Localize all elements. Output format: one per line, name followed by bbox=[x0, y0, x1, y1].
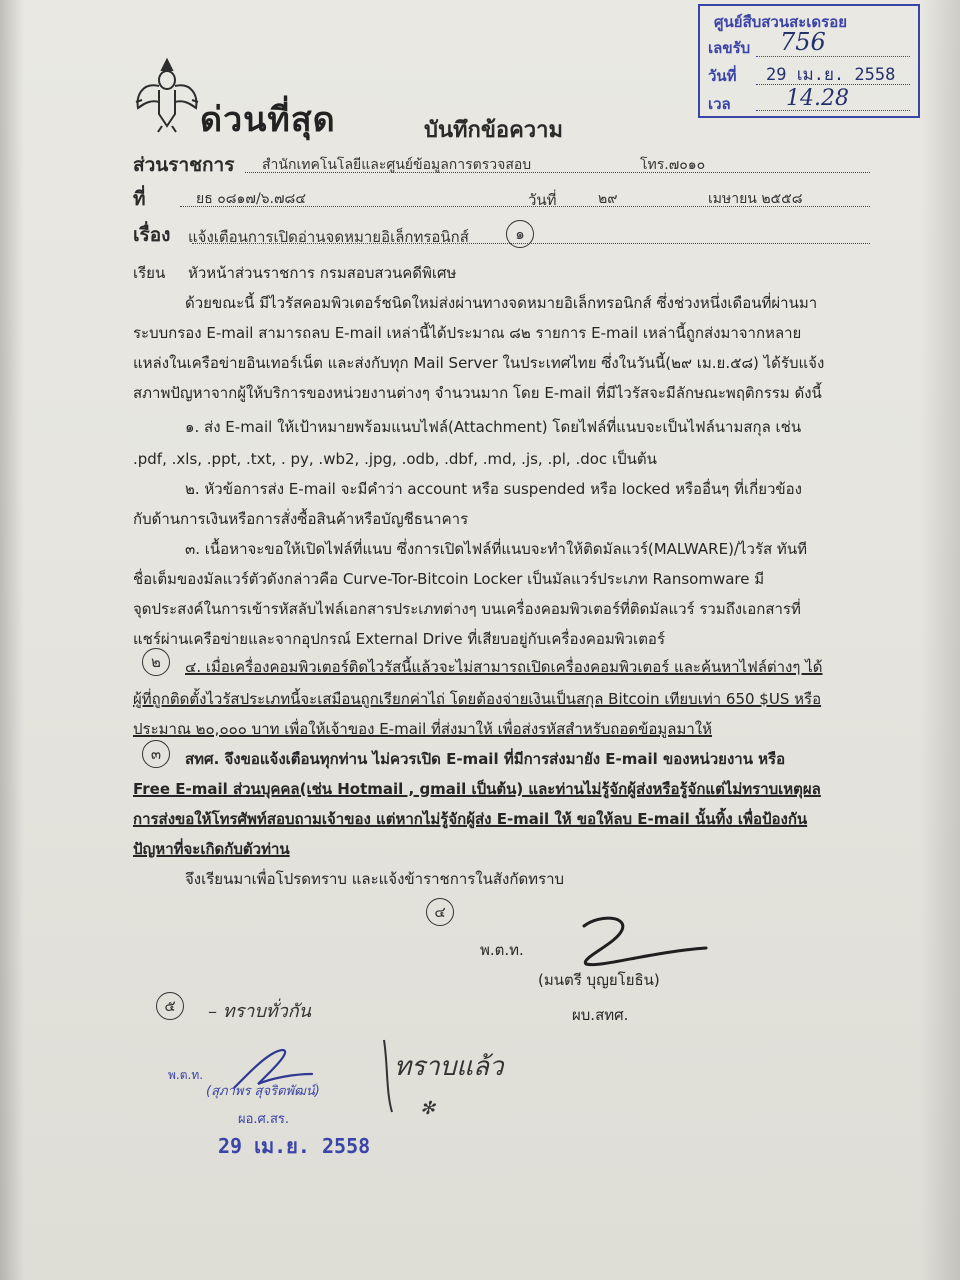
annotation-circle-3: ๓ bbox=[142, 740, 170, 768]
date-day: ๒๙ bbox=[598, 191, 618, 207]
item2-line-2: กับด้านการเงินหรือการสั่งซื้อสินค้าหรือบัญชีธนาคาร bbox=[133, 510, 469, 528]
item3-line-4: แชร์ผ่านเครือข่ายและจากอุปกรณ์ External Drive ที่เสียบอยู่กับเครื่องคอมพิวเตอร์ bbox=[133, 630, 665, 648]
signer-position: ผบ.สทศ. bbox=[572, 1006, 629, 1024]
memo-title: บันทึกข้อความ bbox=[424, 118, 564, 143]
warn-line-4: ปัญหาที่จะเกิดกับตัวท่าน bbox=[133, 840, 290, 858]
p1-line-3: แหล่งในเครือข่ายอินเทอร์เน็ต และส่งกับทุก Mail Server ในประเทศไทย ซึ่งในวันนี้(๒๙ เม.ย.๕๘) ได้รับแจ้ง bbox=[133, 354, 825, 372]
dept-value: สำนักเทคโนโลยีและศูนย์ข้อมูลการตรวจสอบ bbox=[262, 157, 532, 173]
warn-line-1: สทศ. จึงขอแจ้งเตือนทุกท่าน ไม่ควรเปิด E-mail ที่มีการส่งมายัง E-mail ของหน่วยงาน หรือ bbox=[185, 750, 786, 768]
ref-value: ยธ ๐๘๑๗/๖.๗๘๔ bbox=[196, 191, 306, 207]
closing-line: จึงเรียนมาเพื่อโปรดทราบ และแจ้งข้าราชการในสังกัดทราบ bbox=[185, 870, 565, 888]
stamp-title: ศูนย์สืบสวนสะเดรอย bbox=[714, 13, 848, 31]
stamp-time-value: 14.28 bbox=[786, 86, 849, 111]
page-shadow-right bbox=[920, 0, 960, 1280]
to-label: เรียน bbox=[133, 264, 166, 282]
receipt-stamp bbox=[698, 4, 920, 118]
handwritten-right-note: ทราบแล้ว bbox=[394, 1052, 504, 1082]
dept-label: ส่วนราชการ bbox=[133, 154, 235, 176]
signer-name: (มนตรี บุญยโยธิน) bbox=[538, 971, 660, 989]
item4-line-1: ๔. เมื่อเครื่องคอมพิวเตอร์ติดไวรัสนี้แล้วจะไม่สามารถเปิดเครื่องคอมพิวเตอร์ และค้นหาไฟล์ต่างๆ ได้ bbox=[185, 658, 823, 676]
item2-line-1: ๒. หัวข้อการส่ง E-mail จะมีคำว่า account หรือ suspended หรือ locked หรืออื่นๆ ที่เกี่ยวข้อง bbox=[185, 480, 803, 498]
lower-date-stamp: 29 เม.ย. 2558 bbox=[218, 1134, 371, 1158]
p1-line-1: ด้วยขณะนี้ มีไวรัสคอมพิวเตอร์ชนิดใหม่ส่งผ่านทางจดหมายอิเล็กทรอนิกส์ ซึ่งช่วงหนึ่งเดือนที่ผ่านมา bbox=[185, 294, 818, 312]
dept-tel: โทร.๗๐๑๐ bbox=[640, 157, 706, 173]
urgent-heading: ด่วนที่สุด bbox=[200, 100, 336, 140]
page-shadow-left bbox=[0, 0, 24, 1280]
lower-signer-position: ผอ.ศ.สร. bbox=[238, 1112, 289, 1127]
warn-line-3: การส่งขอให้โทรศัพท์สอบถามเจ้าของ แต่หากไม่รู้จักผู้ส่ง E-mail ให้ ขอให้ลบ E-mail นั้นทิ้ง เพื่อป้องกัน bbox=[133, 810, 808, 828]
signature-mark bbox=[570, 912, 710, 970]
stamp-no-label: เลขรับ bbox=[708, 39, 751, 57]
garuda-emblem-icon bbox=[132, 56, 202, 134]
lower-signer-name: (สุภาพร สุจริตพัฒน์) bbox=[206, 1084, 320, 1099]
subject-value: แจ้งเตือนการเปิดอ่านจดหมายอิเล็กทรอนิกส์ bbox=[188, 228, 469, 246]
lower-signer-rank: พ.ต.ท. bbox=[168, 1068, 204, 1082]
stamp-date-value: 29 เม.ย. 2558 bbox=[766, 65, 896, 85]
annotation-circle-4: ๔ bbox=[426, 898, 454, 926]
p1-line-4: สภาพปัญหาจากผู้ให้บริการของหน่วยงานต่างๆ จำนวนมาก โดย E-mail ที่มีไวรัสจะมีลักษณะพฤติกรรม ดังนี้ bbox=[133, 384, 822, 402]
item4-line-3: ประมาณ ๒๐,๐๐๐ บาท เพื่อให้เจ้าของ E-mail ที่ส่งมาให้ เพื่อส่งรหัสสำหรับถอดข้อมูลมาให้ bbox=[133, 720, 713, 738]
handwritten-stroke bbox=[378, 1036, 408, 1116]
handwritten-mark: ✻ bbox=[420, 1098, 436, 1119]
stamp-time-label: เวล bbox=[708, 95, 731, 113]
item3-line-3: จุดประสงค์ในการเข้ารหัสลับไฟล์เอกสารประเภทต่างๆ บนเครื่องคอมพิวเตอร์ที่ติดมัลแวร์ รวมถึงเอกสารที่ bbox=[133, 600, 801, 618]
annotation-circle-2: ๒ bbox=[142, 648, 170, 676]
item1-line-1: ๑. ส่ง E-mail ให้เป้าหมายพร้อมแนบไฟล์(Attachment) โดยไฟล์ที่แนบจะเป็นไฟล์นามสกุล เช่น bbox=[185, 418, 802, 436]
annotation-circle-1: ๑ bbox=[506, 220, 534, 248]
warn-line-2: Free E-mail ส่วนบุคคล(เช่น Hotmail , gmail เป็นต้น) และท่านไม่รู้จักผู้ส่งหรือรู้จักแต่ไม่ทราบเหตุผล bbox=[133, 780, 821, 798]
ref-label: ที่ bbox=[133, 188, 146, 210]
p1-line-2: ระบบกรอง E-mail สามารถลบ E-mail เหล่านี้ได้ประมาณ ๘๒ รายการ E-mail เหล่านี้ถูกส่งมาจากหลาย bbox=[133, 324, 802, 342]
item3-line-2: ชื่อเต็มของมัลแวร์ตัวดังกล่าวคือ Curve-Tor-Bitcoin Locker เป็นมัลแวร์ประเภท Ransomware มี bbox=[133, 570, 765, 588]
signer-rank: พ.ต.ท. bbox=[480, 941, 524, 959]
handwritten-ack-note: – ทราบทั่วกัน bbox=[208, 1001, 311, 1022]
stamp-date-label: วันที่ bbox=[708, 67, 737, 85]
date-month-year: เมษายน ๒๕๕๘ bbox=[708, 191, 803, 207]
to-value: หัวหน้าส่วนราชการ กรมสอบสวนคดีพิเศษ bbox=[188, 264, 457, 282]
item1-line-2: .pdf, .xls, .ppt, .txt, . py, .wb2, .jpg, .odb, .dbf, .md, .js, .pl, .doc เป็นต้น bbox=[133, 450, 657, 468]
stamp-no-line bbox=[756, 56, 910, 57]
item4-line-2: ผู้ที่ถูกติดตั้งไวรัสประเภทนี้จะเสมือนถูกเรียกค่าไถ่ โดยต้องจ่ายเงินเป็นสกุล Bitcoin เทียบเท่า 650 $US หรือ bbox=[133, 690, 822, 708]
subject-label: เรื่อง bbox=[133, 224, 171, 246]
stamp-no-value: 756 bbox=[780, 28, 826, 56]
date-label: วันที่ bbox=[528, 191, 557, 209]
annotation-circle-5: ๕ bbox=[156, 992, 184, 1020]
item3-line-1: ๓. เนื้อหาจะขอให้เปิดไฟล์ที่แนบ ซึ่งการเปิดไฟล์ที่แนบจะทำให้ติดมัลแวร์(MALWARE)/ไวรัส ทันที bbox=[185, 540, 807, 558]
